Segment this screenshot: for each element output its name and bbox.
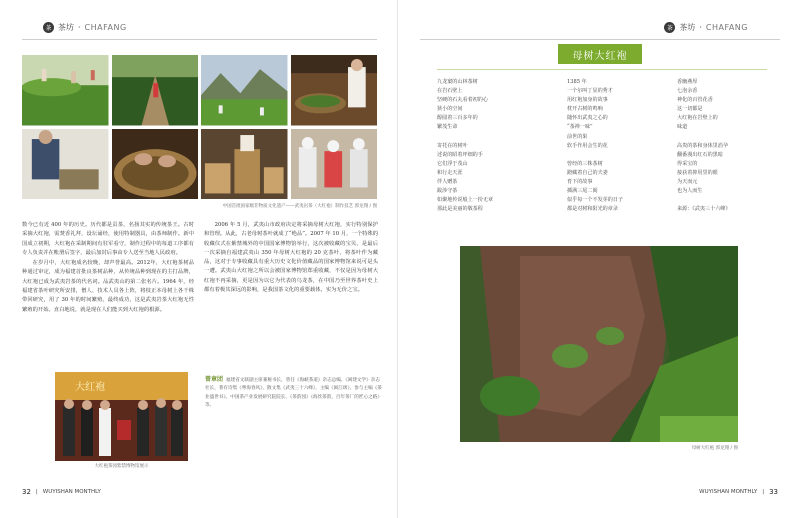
article-column-2: [204, 221, 378, 296]
poem-line: 狭小的空间: [437, 106, 463, 113]
poem-line: 都是对树和阳光的章录: [567, 206, 618, 213]
poem-line: 1385 年: [567, 79, 587, 85]
tea-terrace-mountain-photo: [201, 55, 288, 126]
tea-master-drying-photo: [291, 55, 378, 126]
poem-line: 味道: [677, 124, 688, 131]
poem-line: 一个尔叫丁显的秀才: [567, 88, 613, 95]
poem-line: 坚硬的石丸看着初的心: [437, 97, 488, 104]
poem-line: 前世的果: [567, 133, 588, 140]
magazine-name: WUYISHAN MONTHLY: [42, 489, 101, 495]
tea-garden-path-photo: [112, 55, 199, 126]
poem-line: 育下的故事: [567, 179, 593, 186]
poem-line: 高贵的茶和身体里消孕: [677, 142, 728, 149]
author-bio: [205, 376, 383, 410]
poem-source: 来源：《武夷三十六峰》: [677, 206, 731, 213]
tea-hands-basket-photo: [112, 129, 199, 200]
poem-column-3: [677, 78, 730, 214]
tea-logo-icon: 茶: [43, 22, 54, 33]
section-brand: 茶 茶坊 · CHAFANG: [43, 22, 127, 33]
left-page: [0, 0, 398, 518]
poem-line: 为天而元: [677, 179, 698, 186]
poem-line: 醇圆着三百多年的: [437, 115, 478, 122]
poem-line: 这一切都是: [677, 106, 703, 113]
tea-logo-icon: 茶: [664, 22, 675, 33]
poem-line: 用红袍加身的故事: [567, 97, 608, 104]
tea-pickers-photo: [22, 55, 109, 126]
poem-title: 母树大红袍: [558, 44, 642, 64]
magazine-name: WUYISHAN MONTHLY: [699, 489, 758, 495]
group-photo-caption: 大红袍茶园紫禁博物馆展示: [94, 464, 149, 469]
photo-grid: [22, 55, 377, 199]
poem-line: 和行走天涯: [437, 169, 463, 176]
poem-line: 九龙窠的山林茶树: [437, 79, 478, 85]
section-name-en: CHAFANG: [84, 23, 127, 32]
paragraph: 在岁月中，大红袍成名较晚，却声誉最高。2012年，大红袍茶树品种通过审定，成为福建首批良茶树品种，从传统品种到现在的主打品牌，大红袍已成为武夷岩茶的代名词。品武夷山的第二张名片。1964 年，经福建省茶叶研究所安排，僧人、技术人员各上阵，将枝正本母树上各干株带回研究，用了 30 年的时间繁殖，最终成功，这是武夷岩茶大红袍无性繁殖的开始。直白地说，就是现在人们能买到大红袍的根源。: [22, 260, 194, 313]
poem-line: 它们浮于茂山: [437, 160, 468, 167]
poem-line: 得采宝的: [677, 160, 698, 167]
tea-workers-photo: [291, 129, 378, 200]
mother-tree-photo: [460, 246, 738, 442]
paragraph: 数今已有近 400 年的历史。历代都是贡茶，名扬其实的传统茶王。古时采摘大红袍，需焚香礼拜，设坛诵经，使用特制器具，由茶师制作。新中国成立初期，大红袍在采制期间有驻军看守，制作过程中的每道工序都有专人负责并在帐册后签字，最后加封后事由专人送至当地人民政府。: [22, 222, 194, 256]
svg-text:大红袍: 大红袍: [75, 382, 105, 393]
left-footer: 32 | WUYISHAN MONTHLY: [22, 488, 101, 496]
section-name-cn: 茶坊: [679, 23, 696, 32]
poem-column-2: [567, 78, 623, 214]
section-name-cn: 茶坊: [58, 23, 74, 32]
poem-line: 似乎每一个不发芽的日子: [567, 197, 624, 204]
poem-line: 软手作用会生的花: [567, 142, 608, 149]
group-photo: [55, 372, 188, 461]
tea-baskets-photo: [201, 129, 288, 200]
poem-line: 在岩石壁上: [437, 88, 463, 95]
article-column-1: [22, 221, 194, 316]
photo-grid-caption: 中国首批国家级非物质文化遗产——武夷岩茶（大红袍）制作技艺 郭龙翔 / 图: [222, 204, 377, 209]
poem-line: 繁茂生命: [437, 124, 458, 131]
mother-tree-caption: 母树大红袍 郭龙翔 / 图: [691, 446, 738, 451]
poem-line: 随怀出武夷之心的: [567, 115, 608, 122]
poem-line: 枕开古树的鸣响: [567, 106, 603, 113]
poem-line: 寄托在的树叶: [437, 142, 468, 149]
poem-line: 七泡余香: [677, 88, 698, 95]
author-name: 曾章团: [205, 376, 224, 383]
title-rule: [437, 69, 767, 70]
poem-line: 也为人而生: [677, 188, 703, 195]
poem-line: 插满三尾二阁: [567, 188, 598, 195]
right-footer: WUYISHAN MONTHLY | 33: [699, 488, 778, 496]
poem-line: 翻番漫出红石的黑暗: [677, 151, 723, 158]
header-rule: [22, 39, 377, 40]
poem-line: 那此是美丽的敬茶程: [437, 206, 483, 213]
poem-line: 曾经的三株茶树: [567, 160, 603, 167]
tea-roller-photo: [22, 129, 109, 200]
author-bio-text: 福建省文联副主席兼秘书长，曾任《海峡茶道》杂志总编、《闽建文学》杂志社长，著有诗集《粤海春风》、散文集《武夷三十六峰》，主编《闽江颂》，参与主编《茶业盛世书》。中国茶产业发展研究院院长、《茶韵园》《海丝茶韵，百年茶厂的匠心之路》等。: [205, 378, 382, 408]
page-number: 33: [769, 488, 778, 496]
poem-line: 神化的百管花香: [677, 97, 713, 104]
poem-line: 跋涉守茶: [437, 188, 458, 195]
poem-column-1: [437, 78, 493, 214]
header-rule: [420, 39, 780, 40]
page-number: 32: [22, 488, 31, 496]
poem-line: 大红袍在岩壁上的: [677, 115, 718, 122]
poem-line: “茶禅一味”: [567, 124, 593, 131]
poem-line: 如聚地传说般上一扮无章: [437, 197, 494, 204]
section-brand: 茶 茶坊 · CHAFANG: [664, 22, 748, 33]
paragraph: 2006 年 5 月，武夷山市政府决定将采摘母树大红袍，实行特别保护和管理。从此，古老母树茶叶就成了“绝品”。2007 年 10 月，一个特殊的收藏仪式在紫禁城外的中国国家博物馆举行，这次被收藏的宝贝，是最后一次采摘自福建武夷山 350 年母树大红袍的 20 克茶叶，将茶叶作为藏品，这对于专事收藏具有重大历史文化价值藏品的国家博物馆来说可是头一遭。武夷山大红袍之所以会被国家博物馆郑重收藏，不仅是因为母树大红袍不再采摘，更是因为以它为代表的乌龙茶，在中国乃至世界茶叶史上都有着极其深远的影响，是我国茶文化的重要载体，实为无价之宝。: [204, 222, 378, 294]
section-name-en: CHAFANG: [705, 23, 748, 32]
poem-line: 接获着抑用里的眼: [677, 169, 718, 176]
poem-line: 述说的昭着坪细的手: [437, 151, 483, 158]
poem-line: 香幽燕厚: [677, 79, 698, 85]
poem-line: 蹬藏着自己的夫妻: [567, 169, 608, 176]
right-page: [400, 0, 800, 518]
poem-line: 伴人赠茶: [437, 179, 458, 186]
